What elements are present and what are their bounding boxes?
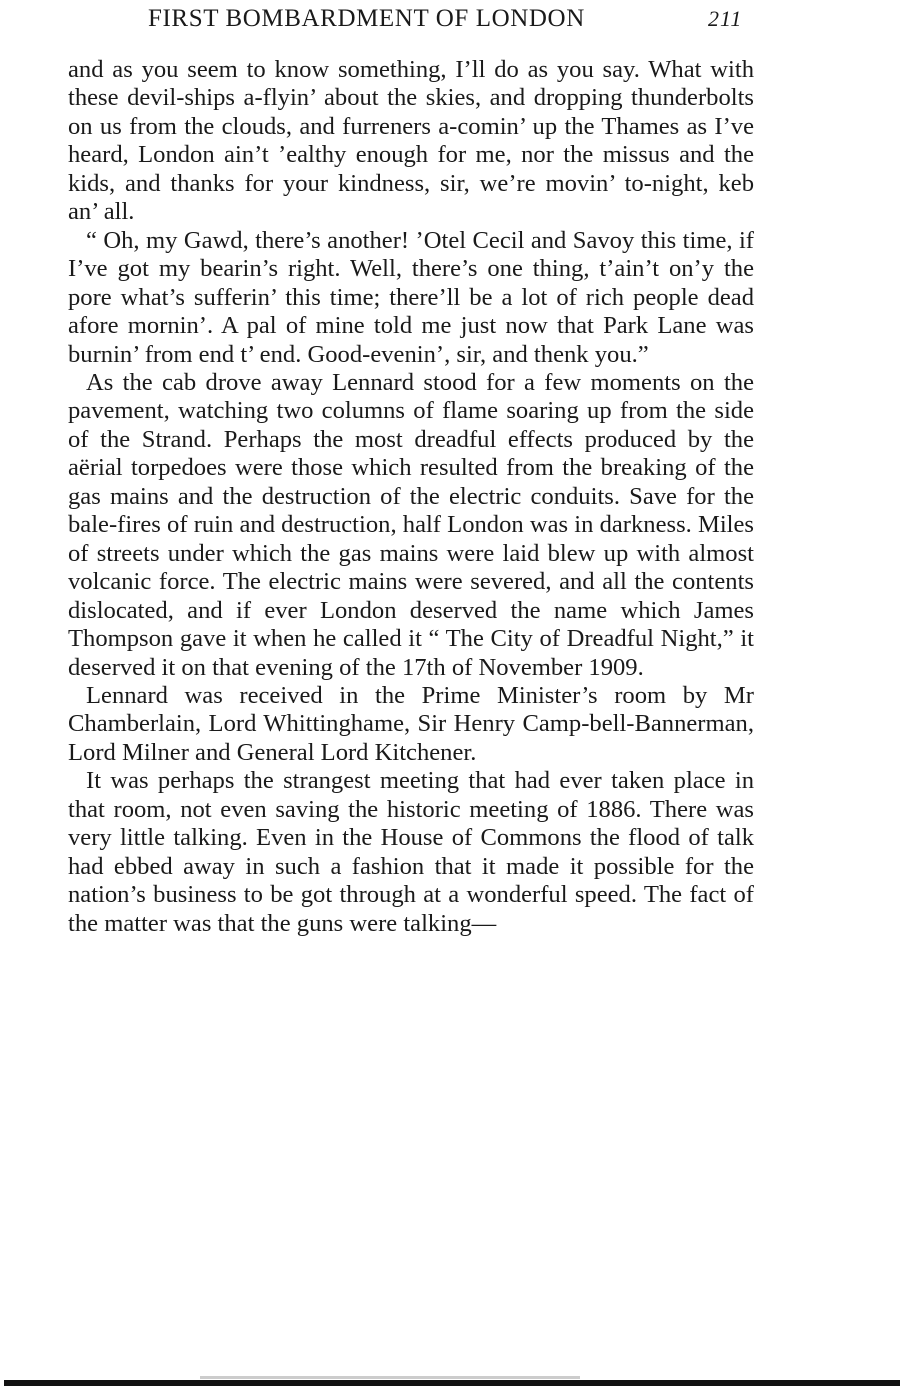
paragraph: As the cab drove away Lennard stood for a few moments on the pavement, watching two columns of flame soaring up from the side of the Strand. Perhaps the most dreadful effects produced by the aërial torpedoes were those which resulted from the breaking of the gas mains and the destruction of the electric conduits. Save for the bale-fires of ruin and destruction, half London was in darkness. Miles of streets under which the gas mains were laid blew up with almost volcanic force. The electric mains were severed, and all the contents dislocated, and if ever London deserved the name which James Thompson gave it when he called it “ The City of Dreadful Night,” it deserved it on that evening of the 17th of November 1909. (68, 368, 754, 681)
paragraph: and as you seem to know something, I’ll do as you say. What with these devil-ships a-flyin’ about the skies, and dropping thunderbolts on us from the clouds, and furreners a-comin’ up the Thames as I’ve heard, London ain’t ’ealthy enough for me, nor the missus and the kids, and thanks for your kindness, sir, we’re movin’ to-night, keb an’ all. (68, 56, 754, 226)
running-head-title: FIRST BOMBARDMENT OF LONDON (148, 5, 585, 32)
body-text (68, 56, 754, 938)
paragraph: “ Oh, my Gawd, there’s another! ’Otel Cecil and Savoy this time, if I’ve got my bearin’s right. Well, there’s one thing, t’ain’t on’y the pore what’s sufferin’ this time; there’ll be a lot of rich people dead afore mornin’. A pal of mine told me just now that Park Lane was burnin’ from end t’ end. Good-evenin’, sir, and thenk you.” (68, 226, 754, 368)
paragraph: It was perhaps the strangest meeting that had ever taken place in that room, not even saving the historic meeting of 1886. There was very little talking. Even in the House of Commons the flood of talk had ebbed away in such a fashion that it made it possible for the nation’s business to be got through at a wonderful speed. The fact of the matter was that the guns were talking— (68, 767, 754, 937)
paragraph: Lennard was received in the Prime Minister’s room by Mr Chamberlain, Lord Whittinghame, Sir Henry Camp-bell-Bannerman, Lord Milner and General Lord Kitchener. (68, 681, 754, 766)
scan-artifact-line (200, 1376, 580, 1379)
bottom-rule (4, 1380, 900, 1386)
page-number: 211 (708, 6, 743, 31)
running-head (148, 2, 748, 36)
